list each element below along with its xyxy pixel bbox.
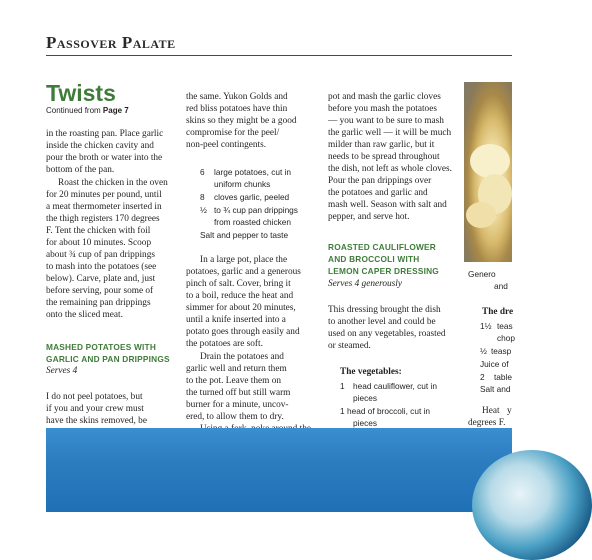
article-title: Twists: [46, 80, 116, 106]
body-line: Drain the potatoes and: [200, 352, 284, 362]
body-line: Heat: [482, 406, 500, 416]
recipe-heading: AND BROCCOLI WITH: [328, 254, 420, 264]
mashed-potatoes-photo: [464, 82, 512, 262]
body-line: for 20 minutes per pound, until: [46, 190, 162, 200]
ingredient-qty: 1½: [480, 321, 492, 331]
body-line: the dish, not left as whole cloves.: [328, 164, 452, 174]
body-line: to a boil, reduce the heat and: [186, 291, 294, 301]
potato-highlight: [466, 202, 496, 228]
body-line: the potatoes and garlic and: [328, 188, 428, 198]
ingredient-qty: 1: [340, 381, 345, 391]
body-line: the turned off but still warm: [186, 388, 291, 398]
body-line: before serving, pour some of: [46, 286, 154, 296]
recipe-heading: GARLIC AND PAN DRIPPINGS: [46, 354, 170, 364]
ingredient-qty: ½: [200, 205, 207, 215]
body-line: red bliss potatoes have thin: [186, 104, 288, 114]
subheading: The dre: [482, 307, 514, 317]
continued-prefix: Continued from: [46, 106, 103, 115]
body-line: the potatoes are soft.: [186, 339, 263, 349]
body-line: to mash into the potatoes (see: [46, 262, 157, 272]
body-line: — you want to be sure to mash: [328, 116, 444, 126]
body-line: needs to be spread throughout: [328, 152, 440, 162]
ingredient-text: uniform chunks: [214, 179, 271, 189]
body-line: F. Tent the chicken with foil: [46, 226, 151, 236]
body-line: I do not peel potatoes, but: [46, 392, 143, 402]
body-line: potatoes, garlic and a generous: [186, 267, 301, 277]
body-line: non-peel contingents.: [186, 140, 267, 150]
body-line: pinch of salt. Cover, bring it: [186, 279, 291, 289]
ingredient-text: Salt and: [480, 384, 511, 394]
ingredient-qty: 1: [340, 406, 345, 416]
body-line: pot and mash the garlic cloves: [328, 92, 441, 102]
body-line: compromise for the peel/: [186, 128, 280, 138]
potato-highlight: [470, 144, 510, 178]
recipe-serves: Serves 4: [46, 366, 78, 376]
body-line: inside the chicken cavity and: [46, 141, 154, 151]
ingredient-text: table: [494, 372, 512, 382]
ingredient-text: chop: [497, 333, 515, 343]
body-line: the same. Yukon Golds and: [186, 92, 288, 102]
body-line: y: [507, 406, 512, 416]
body-line: before you mash the potatoes: [328, 104, 437, 114]
recipe-heading: LEMON CAPER DRESSING: [328, 266, 439, 276]
body-line: a meat thermometer inserted in: [46, 202, 162, 212]
ingredient-qty: 6: [200, 167, 205, 177]
body-line: for about 10 minutes. Scoop: [46, 238, 152, 248]
body-line: to another level and could be: [328, 317, 436, 327]
ingredient-text: Salt and pepper to taste: [200, 230, 289, 240]
ingredient-text: Juice of: [480, 359, 509, 369]
body-line: In a large pot, place the: [200, 255, 288, 265]
blue-plate-image: [472, 450, 592, 560]
ingredient-text: cloves garlic, peeled: [214, 192, 290, 202]
photo-caption: and: [494, 281, 508, 291]
header-rule: [46, 55, 512, 56]
body-line: skins so they might be a good: [186, 116, 297, 126]
ingredient-text: pieces: [353, 418, 377, 428]
body-line: milder than raw garlic, but it: [328, 140, 435, 150]
continued-page-ref: Page 7: [102, 106, 129, 115]
body-line: or steamed.: [328, 341, 371, 351]
body-line: have the skins removed, be: [46, 416, 147, 426]
recipe-heading: ROASTED CAULIFLOWER: [328, 242, 436, 252]
body-line: ered, to allow them to dry.: [186, 412, 284, 422]
ingredient-text: teas: [497, 321, 513, 331]
ingredient-text: from roasted chicken: [214, 217, 292, 227]
body-line: onto the sliced meat.: [46, 310, 123, 320]
body-line: used on any vegetables, roasted: [328, 329, 446, 339]
body-line: the thigh registers 170 degrees: [46, 214, 160, 224]
body-line: garlic well and return them: [186, 364, 287, 374]
ingredient-qty: 2: [480, 372, 485, 382]
body-line: Pour the pan drippings over: [328, 176, 432, 186]
magazine-section-header: Passover Palate: [46, 33, 176, 52]
body-line: pepper, and serve hot.: [328, 212, 410, 222]
ingredient-text: teasp: [491, 346, 512, 356]
body-line: below). Carve, plate and, just: [46, 274, 156, 284]
body-line: about ¾ cup of pan drippings: [46, 250, 155, 260]
recipe-serves: Serves 4 generously: [328, 279, 403, 289]
recipe-heading: MASHED POTATOES WITH: [46, 342, 157, 352]
body-line: the garlic well — it will be much: [328, 128, 452, 138]
body-line: Roast the chicken in the oven: [58, 178, 168, 188]
body-line: This dressing brought the dish: [328, 305, 441, 315]
ingredient-text: head of broccoli, cut in: [347, 406, 431, 416]
body-line: potato goes through easily and: [186, 327, 300, 337]
body-line: until a knife inserted into a: [186, 315, 286, 325]
ingredient-text: head cauliflower, cut in: [353, 381, 437, 391]
body-line: in the roasting pan. Place garlic: [46, 129, 164, 139]
ingredient-text: large potatoes, cut in: [214, 167, 292, 177]
subheading: The vegetables:: [340, 367, 402, 377]
body-line: to the pot. Leave them on: [186, 376, 282, 386]
body-line: bottom of the pan.: [46, 165, 115, 175]
ingredient-qty: 8: [200, 192, 205, 202]
body-line: if you and your crew must: [46, 404, 144, 414]
body-line: burner for a minute, uncov-: [186, 400, 289, 410]
body-line: pour the broth or water into the: [46, 153, 163, 163]
ingredient-text: pieces: [353, 393, 377, 403]
continued-note: [46, 106, 129, 115]
photo-caption: Genero: [468, 269, 496, 279]
body-line: degrees F.: [468, 418, 506, 428]
body-line: the remaining pan drippings: [46, 298, 151, 308]
body-line: mash well. Season with salt and: [328, 200, 447, 210]
ingredient-qty: ½: [480, 346, 487, 356]
ingredient-text: to ¾ cup pan drippings: [214, 205, 298, 215]
bottom-blue-photo: [46, 428, 512, 512]
body-line: simmer for about 20 minutes,: [186, 303, 296, 313]
